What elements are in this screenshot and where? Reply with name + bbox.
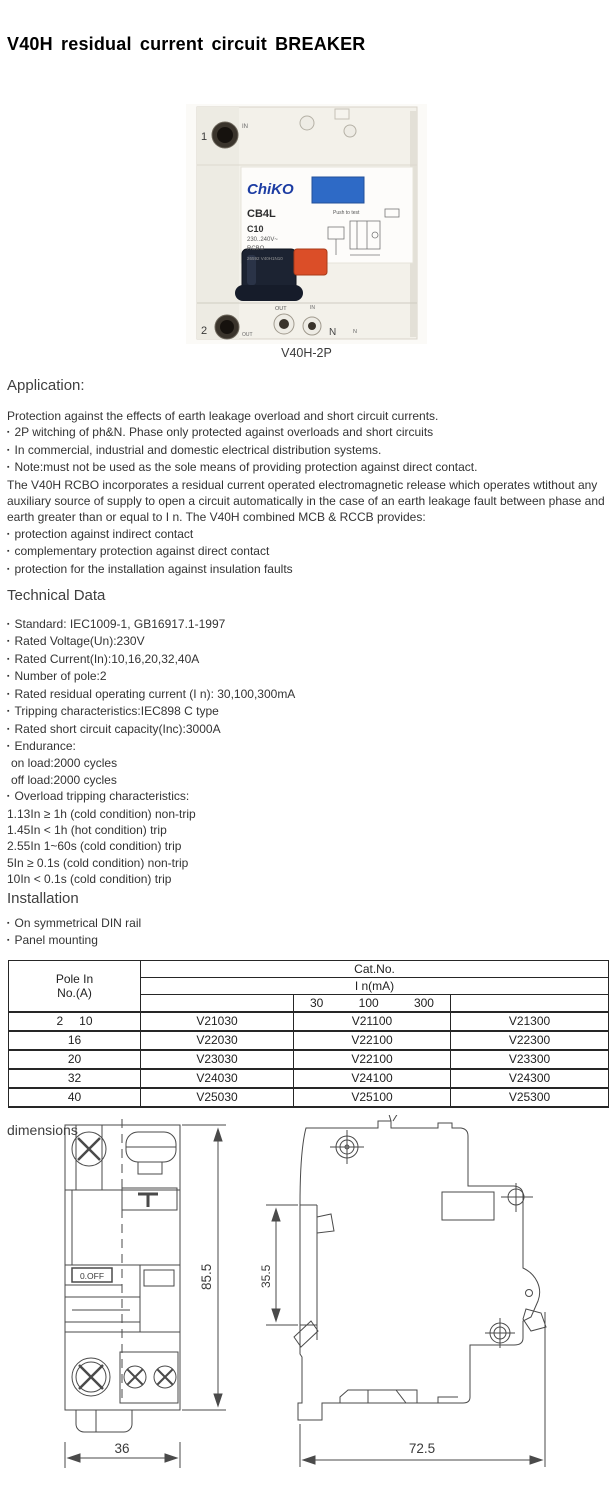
dimension-drawings	[40, 1115, 615, 1502]
table-row	[9, 1031, 609, 1050]
photo-caption: V40H-2P	[281, 346, 332, 360]
bullet-item: ▪ protection against indirect contact	[7, 526, 608, 543]
bullet-item: ▪ Overload tripping characteristics:	[7, 788, 608, 805]
catno-cell: V21100	[294, 1012, 451, 1031]
overload-line: 2.55In 1~60s (cold condition) trip	[7, 839, 182, 854]
pole-number-bottom: 2	[201, 325, 208, 337]
in-label-top: IN	[242, 124, 248, 130]
catno-cell: V22100	[294, 1050, 451, 1069]
serial-label: 26592 V40H1N10	[247, 256, 283, 261]
voltage-label: 230..240V~	[247, 237, 278, 243]
bullet-item: ▪ Panel mounting	[7, 932, 608, 949]
table-row	[9, 1069, 609, 1088]
in-cell: 20	[9, 1050, 141, 1069]
catno-cell: V24300	[451, 1069, 609, 1088]
side-view-drawing	[294, 1115, 546, 1420]
overload-heading-list	[7, 788, 608, 805]
bullet-item: ▪ Rated residual operating current (I n): 30,100,300mA	[7, 686, 608, 703]
status-indicator	[312, 177, 364, 203]
pole-in-cell	[9, 1012, 141, 1031]
model-label: CB4L	[247, 208, 276, 220]
pole-header-line1: Pole In	[55, 972, 94, 987]
empty-header-cell	[141, 995, 294, 1013]
toggle-off-label: 0.OFF	[79, 1271, 105, 1281]
cat-no-header: Cat.No.	[141, 961, 609, 978]
in-cell: 32	[9, 1069, 141, 1088]
in-label-mid: IN	[310, 305, 315, 311]
technical-bullets	[7, 616, 608, 755]
bullet-item: ▪ Note:must not be used as the sole means of providing protection against direct contact.	[7, 459, 608, 476]
n-label-small: N	[353, 329, 357, 335]
bullet-item: ▪ On symmetrical DIN rail	[7, 915, 608, 932]
bullet-item: ▪ protection for the installation against insulation faults	[7, 561, 608, 578]
catno-cell: V25300	[451, 1088, 609, 1107]
bullet-item: ▪ Rated Voltage(Un):230V	[7, 633, 608, 650]
table-header-row	[9, 961, 609, 978]
dimensions-heading: dimensions	[7, 1122, 78, 1139]
product-photo	[185, 103, 428, 345]
installation-heading: Installation	[7, 889, 79, 907]
catno-cell: V22100	[294, 1031, 451, 1050]
pole-header-line2: No.(A)	[57, 986, 92, 1001]
pole-number-top: 1	[201, 131, 208, 143]
ian-value: 30	[310, 995, 324, 1010]
in-cell: 16	[9, 1031, 141, 1050]
pole-value: 2	[56, 1014, 64, 1029]
front-width-dim: 36	[114, 1441, 130, 1456]
overload-line: 5In ≥ 0.1s (cold condition) non-trip	[7, 855, 189, 870]
out-label-bottom: OUT	[242, 332, 253, 338]
empty-header-cell	[451, 995, 609, 1013]
terminal-recess	[300, 116, 314, 130]
n-label-big: N	[329, 327, 337, 338]
catno-cell: V24030	[141, 1069, 294, 1088]
side-width-dim: 72.5	[408, 1441, 436, 1456]
side-inner-height-dim: 35.5	[259, 1264, 273, 1288]
bullet-item: ▪ Tripping characteristics:IEC898 C type	[7, 703, 608, 720]
overload-line: 1.13In ≥ 1h (cold condition) non-trip	[7, 806, 196, 821]
application-bullets	[7, 424, 608, 476]
bullet-item: ▪ Standard: IEC1009-1, GB16917.1-1997	[7, 616, 608, 633]
bullet-item: ▪ Number of pole:2	[7, 668, 608, 685]
catalog-table	[8, 960, 609, 1108]
endurance-line: off load:2000 cycles	[11, 772, 117, 787]
endurance-line: on load:2000 cycles	[11, 756, 118, 771]
rating-label: C10	[247, 224, 264, 234]
catno-cell: V24100	[294, 1069, 451, 1088]
table-row	[9, 1088, 609, 1107]
overload-line: 1.45In < 1h (hot condition) trip	[7, 822, 167, 837]
push-test-label: Push to test	[333, 210, 360, 216]
catno-cell: V21300	[451, 1012, 609, 1031]
side-dimension-lines	[266, 1205, 545, 1467]
front-height-dim: 85.5	[199, 1263, 214, 1290]
ian-value: 300	[413, 995, 434, 1010]
brand-logo: ChiKO	[247, 181, 294, 198]
ian-value: 100	[358, 995, 379, 1010]
ian-header: I n(mA)	[141, 978, 609, 995]
catno-cell: V22030	[141, 1031, 294, 1050]
ian-values-cell	[294, 995, 451, 1013]
table-row	[9, 1012, 609, 1031]
overload-line: 10In < 0.1s (cold condition) trip	[7, 872, 172, 887]
breaker-body	[186, 104, 427, 344]
technical-data-heading: Technical Data	[7, 587, 106, 605]
bullet-item: ▪ 2P witching of ph&N. Phase only protected against overloads and short circuits	[7, 424, 608, 441]
bullet-item: ▪ Rated short circuit capacity(Inc):3000A	[7, 721, 608, 738]
installation-bullets	[7, 915, 608, 950]
in-cell: 40	[9, 1088, 141, 1107]
catno-cell: V23030	[141, 1050, 294, 1069]
pole-in-header	[9, 961, 141, 1013]
bullet-item: ▪ Rated Current(In):10,16,20,32,40A	[7, 651, 608, 668]
application-body: The V40H RCBO incorporates a residual current operated electromagnetic release which operates wtithout any auxiliary source of supply to open a circuit automatically in the case of an earth leakage fault between phase and earth greater than or equal to I n. The V40H combined MCB & RCCB provides:	[7, 477, 605, 525]
bullet-item: ▪ complementary protection against direct contact	[7, 543, 608, 560]
application-heading: Application:	[7, 377, 85, 394]
catno-cell: V25030	[141, 1088, 294, 1107]
bullet-item: ▪ Endurance:	[7, 738, 608, 755]
catno-cell: V21030	[141, 1012, 294, 1031]
catno-cell: V23300	[451, 1050, 609, 1069]
catno-cell: V25100	[294, 1088, 451, 1107]
application-intro: Protection against the effects of earth leakage overload and short circuit currents.	[7, 409, 439, 423]
page-title: V40H residual current circuit BREAKER	[7, 34, 366, 54]
application-bullets-2	[7, 526, 608, 578]
catno-cell: V22300	[451, 1031, 609, 1050]
in-value: 10	[79, 1014, 93, 1029]
table-row	[9, 1050, 609, 1069]
test-button[interactable]	[294, 249, 327, 275]
document-body	[7, 377, 608, 1139]
out-label-mid: OUT	[275, 306, 287, 312]
bullet-item: ▪ In commercial, industrial and domestic electrical distribution systems.	[7, 442, 608, 459]
device-type-label: RCBO	[247, 246, 265, 252]
